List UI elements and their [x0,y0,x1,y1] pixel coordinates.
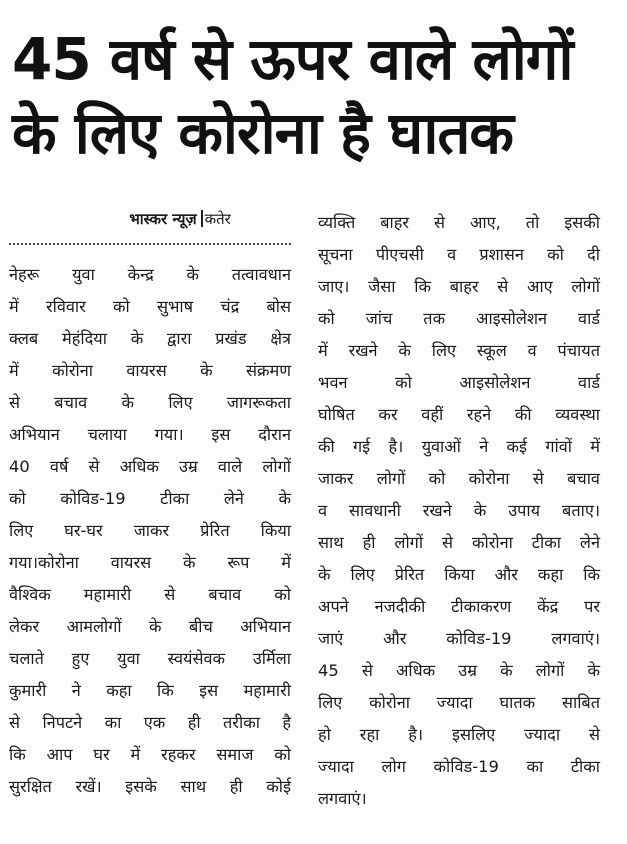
article-line: लेकर आमलोगों के बीच अभियान [9,617,291,636]
article-line: जाकर लोगों को कोरोना से बचाव [318,469,600,488]
article-line: को कोविड-19 टीका लेने के [9,489,291,508]
article-body-right [318,207,600,815]
article-line: को जांच तक आइसोलेशन वार्ड [318,309,600,328]
article-line: लिए घर-घर जाकर प्रेरित किया [9,521,291,540]
article-line: भवन को आइसोलेशन वार्ड [318,373,600,392]
article-line: जाएं और कोविड-19 लगवाएं। [318,629,600,648]
article-line: हो रहा है। इसलिए ज्यादा से [318,725,600,744]
article-line: लगवाएं। [318,789,367,808]
article-line: व्यक्ति बाहर से आए, तो इसकी [318,213,600,232]
headline-line-2: के लिए कोरोना है घातक [12,99,513,167]
article-column-left [9,205,291,803]
article-line: की गई है। युवाओं ने कई गांवों में [318,437,600,456]
article-line: ज्यादा लोग कोविड-19 का टीका [318,757,600,776]
article-line: 45 से अधिक उम्र के लोगों के [318,661,600,680]
dotted-divider [9,243,291,245]
dateline-source: भास्कर न्यूज़ [129,210,197,228]
article-line: क्लब मेहंदिया के द्वारा प्रखंड क्षेत्र [9,329,291,348]
article-line: जाए। जैसा कि बाहर से आए लोगों [318,277,600,296]
article-line: कुमारी ने कहा कि इस महामारी [9,681,291,700]
article-line: लिए कोरोना ज्यादा घातक साबित [318,693,600,712]
article-line: से निपटने का एक ही तरीका है [9,713,291,732]
article-column-right [318,207,600,815]
article-line: अपने नजदीकी टीकाकरण केंद्र पर [318,597,600,616]
dateline-place: कतेर [204,210,231,228]
article-line: नेहरू युवा केन्द्र के तत्वावधान [9,265,291,284]
article-line: वैश्विक महामारी से बचाव को [9,585,291,604]
article-line: चलाते हुए युवा स्वयंसेवक उर्मिला [9,649,291,668]
article-line: में कोरोना वायरस के संक्रमण [9,361,291,380]
article-line: कि आप घर में रहकर समाज को [9,745,291,764]
article-line: सूचना पीएचसी व प्रशासन को दी [318,245,600,264]
article-line: सुरक्षित रखें। इसके साथ ही कोई [9,777,291,796]
article-line: के लिए प्रेरित किया और कहा कि [318,565,600,584]
article-line: में रविवार को सुभाष चंद्र बोस [9,297,291,316]
article-line: अभियान चलाया गया। इस दौरान [9,425,291,444]
article-line: साथ ही लोगों से कोरोना टीका लेने [318,533,600,552]
dateline [9,205,291,233]
article-line: 40 वर्ष से अधिक उम्र वाले लोगों [9,457,291,476]
article-line: गया।कोरोना वायरस के रूप में [9,553,291,572]
article-body-left [9,259,291,803]
article-line: में रखने के लिए स्कूल व पंचायत [318,341,600,360]
article-line: से बचाव के लिए जागरूकता [9,393,291,412]
article-line: घोषित कर वहीं रहने की व्यवस्था [318,405,600,424]
headline [12,22,617,170]
headline-line-1: 45 वर्ष से ऊपर वाले लोगों [12,25,573,93]
article-line: व सावधानी रखने के उपाय बताए। [318,501,600,520]
dateline-separator [201,210,203,227]
